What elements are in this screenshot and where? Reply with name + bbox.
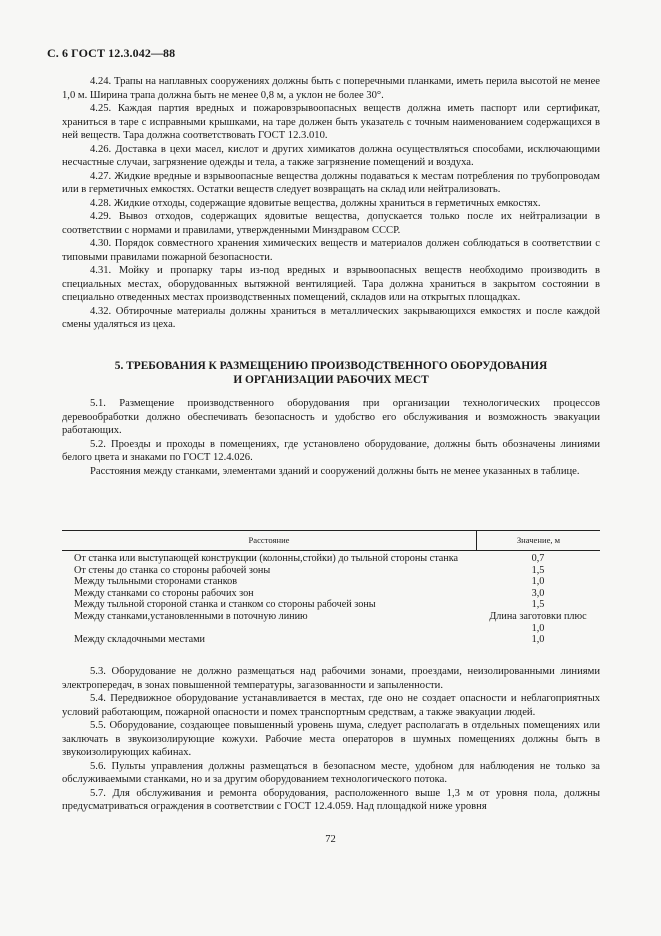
table-header-distance: Расстояние: [62, 531, 477, 550]
table-cell-label: Между станками со стороны рабочих зон: [74, 587, 254, 599]
page-number: 72: [325, 834, 336, 845]
paragraph-5-7: 5.7. Для обслуживания и ремонта оборудования, расположенного выше 1,3 м от уровня пола, должны предусматриваться ограждения в соответствии с ГОСТ 12.4.059. Над площадкой ниже уровня: [62, 787, 600, 812]
table-cell-value: 1,0: [531, 634, 545, 646]
paragraph-4-27: 4.27. Жидкие вредные и взрывоопасные вещества должны подаваться к местам потребления по трубопроводам или в герметичных емкостях. Остатки веществ следует возвращать на склад или нейтрализовать.: [62, 170, 600, 195]
section5-intro-paragraphs: [62, 397, 600, 478]
table-row: [62, 565, 600, 577]
paragraph-4-28: 4.28. Жидкие отходы, содержащие ядовитые вещества, должны храниться в герметичных емкостях.: [90, 197, 541, 209]
paragraph-4-26: 4.26. Доставка в цехи масел, кислот и других химикатов должна осуществляться способами, исключающими несчастные случаи, загрязнение одежды и тела, а также загрязнение помещений и воздуха.: [62, 143, 600, 168]
paragraph-5-6: 5.6. Пульты управления должны размещаться в безопасном месте, удобном для наблюдения не только за обслуживаемыми станками, но и за другим оборудованием технологического потока.: [62, 760, 600, 785]
table-cell-label: От станка или выступающей конструкции (колонны,стойки) до тыльной стороны станка: [74, 553, 459, 564]
section-title-line2: И ОРГАНИЗАЦИИ РАБОЧИХ МЕСТ: [233, 374, 429, 386]
section-5-title: [62, 359, 600, 387]
paragraph-5-4: 5.4. Передвижное оборудование устанавливается в местах, где оно не создает опасности и неблагоприятных условий работающим, пожарной опасности и помех транспортным средствам, а также эвакуации людей.: [62, 693, 600, 718]
table-cell-value: 3,0: [531, 587, 545, 599]
paragraph-4-32: 4.32. Обтирочные материалы должны храниться в металлических закрывающихся емкостях и после каждой смены удаляться из цеха.: [62, 305, 600, 330]
distances-table: [62, 530, 600, 646]
table-cell-label: Между складочными местами: [74, 634, 206, 646]
paragraph-4-30: 4.30. Порядок совместного хранения химических веществ и материалов должен соблюдаться в соответствии с типовыми правилами пожарной безопасности.: [62, 238, 600, 263]
paragraph-5-3: 5.3. Оборудование не должно размещаться над рабочими зонами, проездами, неизолированными линиями электропередач, в зонах повышенной температуры, загазованности и запыленности.: [62, 666, 600, 691]
table-cell-label: Между тыльными сторонами станков: [74, 576, 238, 588]
table-row: [62, 553, 600, 565]
table-cell-label: От стены до станка со стороны рабочей зоны: [74, 564, 271, 576]
table-row: [62, 576, 600, 588]
table-body: [62, 551, 600, 646]
paragraph-4-31: 4.31. Мойку и пропарку тары из-под вредных и взрывоопасных веществ необходимо производить в специальных местах, оборудованных вытяжной вентиляцией. Тара должна храниться в закрытом состоянии в специально отведенных местах производственных помещений, складов или на открытых площадках.: [62, 265, 600, 303]
section-title-line1: 5. ТРЕБОВАНИЯ К РАЗМЕЩЕНИЮ ПРОИЗВОДСТВЕННОГО ОБОРУДОВАНИЯ: [114, 360, 548, 372]
paragraph-4-25: 4.25. Каждая партия вредных и пожаровзрывоопасных веществ должна иметь паспорт или сертификат, храниться в таре с исправными крышками, на таре должен быть указатель с точным наименованием содержащихся в ней веществ. Тара должна соответствовать ГОСТ 12.3.010.: [62, 103, 600, 141]
table-cell-label: Между станками,установленными в поточную линию: [74, 610, 308, 622]
paragraph-table-intro: Расстояния между станками, элементами зданий и сооружений должны быть не менее указанных в таблице.: [90, 465, 580, 477]
table-cell-value: 1,5: [531, 599, 545, 611]
table-cell-value: 1,5: [531, 564, 545, 576]
paragraph-5-2: 5.2. Проезды и проходы в помещениях, где установлено оборудование, должны быть обозначены линиями белого цвета и знаками по ГОСТ 12.4.026.: [62, 438, 600, 463]
paragraph-4-29: 4.29. Вывоз отходов, содержащих ядовитые вещества, допускается только после их нейтрализации в соответствии с нормами и правилами, утвержденными Минздравом СССР.: [62, 211, 600, 236]
paragraph-4-24: 4.24. Трапы на наплавных сооружениях должны быть с поперечными планками, иметь перила высотой не менее 1,0 м. Ширина трапа должна быть не менее 0,8 м, а уклон не более 30°.: [62, 76, 600, 101]
table-header-value: Значение, м: [516, 534, 561, 545]
table-cell-value: 1,0: [531, 576, 545, 588]
table-row: [62, 599, 600, 611]
section5-continued-paragraphs: [62, 665, 600, 814]
table-row: [62, 588, 600, 600]
paragraph-5-1: 5.1. Размещение производственного оборудования при организации технологических процессов деревообработки должно обеспечивать безопасность и удобство его обслуживания и возможность эвакуации работающих.: [62, 398, 600, 436]
table-cell-value: Длина заготовки плюс 1,0: [489, 610, 587, 634]
table-cell-value: 0,7: [531, 553, 545, 564]
table-header: [62, 531, 600, 551]
section4-paragraphs: [62, 75, 600, 332]
paragraph-5-5: 5.5. Оборудование, создающее повышенный уровень шума, следует располагать в отдельных помещениях или заключать в звукоизолирующие кожухи. Рабочие места операторов в шумных помещениях должны быть в звукоизолирующих кабинах.: [62, 720, 600, 758]
table-row: [62, 611, 600, 634]
table-row: [62, 634, 600, 646]
table-cell-label: Между тыльной стороной станка и станком со стороны рабочей зоны: [74, 599, 376, 611]
page-header: С. 6 ГОСТ 12.3.042—88: [47, 46, 176, 60]
